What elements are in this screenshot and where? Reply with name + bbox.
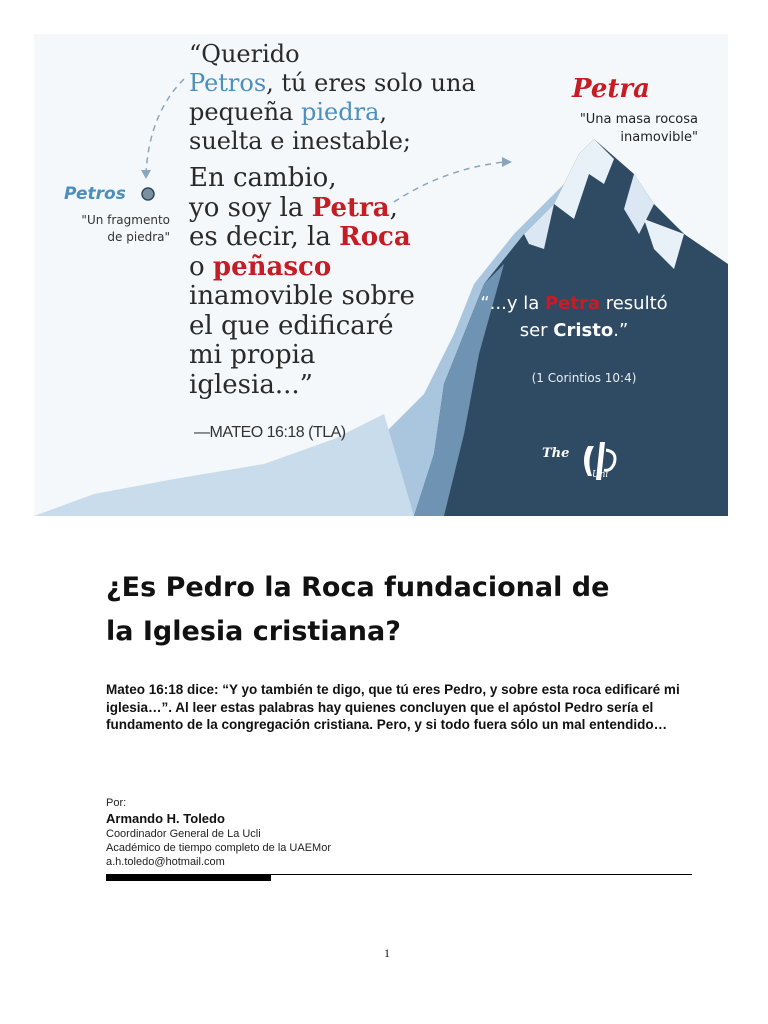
- title-line-2: la Iglesia cristiana?: [106, 616, 401, 647]
- affiliation-line-2: Académico de tiempo completo de la UAEMor: [106, 842, 331, 854]
- petros-description: [50, 212, 170, 246]
- quote-line-3-a: pequeña: [189, 98, 301, 126]
- petros-desc-line-2: de piedra": [107, 230, 170, 244]
- petra-desc-line-2: inamovible": [620, 130, 698, 145]
- quote2-line-7: mi propia: [189, 340, 316, 370]
- word-penasco: peñasco: [212, 251, 332, 282]
- affiliation-line-1: Coordinador General de La Ucli: [106, 828, 261, 840]
- byline-label: Por:: [106, 797, 127, 809]
- mountain-quote-d: .”: [613, 320, 629, 341]
- quote-line-2: [189, 69, 476, 98]
- mountain-quote: [454, 290, 694, 344]
- quote2-line-4: [189, 253, 415, 283]
- petra-description: [554, 111, 698, 147]
- quote-first-part: [189, 40, 476, 156]
- quote2-line-5: inamovible sobre: [189, 281, 415, 311]
- mountain-quote-b: resultó: [599, 293, 668, 314]
- petra-desc-line-1: "Una masa rocosa: [579, 112, 698, 127]
- quote2-line-4-a: o: [189, 251, 213, 282]
- page-number: 1: [384, 946, 390, 960]
- word-roca: Roca: [339, 222, 411, 252]
- quote-line-3-b: ,: [379, 98, 388, 126]
- the-ucli-logo: [542, 436, 632, 486]
- word-petra: Petra: [311, 192, 390, 223]
- mountain-quote-a: “...y la: [480, 293, 545, 314]
- quote-line-4: suelta e inestable;: [189, 127, 411, 155]
- author-affiliation: [106, 827, 331, 869]
- quote2-line-3: [189, 223, 415, 253]
- petra-label: Petra: [572, 74, 650, 104]
- author-name: Armando H. Toledo: [106, 811, 225, 826]
- quote2-line-3-a: es decir, la: [189, 222, 340, 252]
- title-line-1: ¿Es Pedro la Roca fundacional de: [106, 572, 610, 603]
- mountain-quote-line-1: [454, 290, 694, 317]
- logo-the-text: The: [542, 446, 570, 461]
- quote2-line-6: el que edificaré: [189, 310, 394, 341]
- bible-reference: —MATEO 16:18 (TLA): [194, 424, 346, 441]
- logo-uni-text: Uni: [592, 470, 609, 480]
- quote2-line-1: En cambio,: [189, 163, 337, 193]
- mountain-word-cristo: Cristo: [553, 320, 614, 341]
- divider-accent-bar: [106, 874, 271, 881]
- mountain-reference: (1 Corintios 10:4): [531, 371, 637, 385]
- author-email: a.h.toledo@hotmail.com: [106, 856, 225, 868]
- quote2-line-2-b: ,: [389, 192, 398, 223]
- quote-second-part: [189, 164, 415, 400]
- petros-desc-line-1: "Un fragmento: [81, 213, 170, 227]
- document-title: [106, 566, 706, 654]
- quote2-line-2: [189, 194, 415, 224]
- quote-line-2-rest: , tú eres solo una: [266, 69, 476, 97]
- quote2-line-8: iglesia...”: [189, 369, 313, 400]
- quote-line-1: “Querido: [189, 40, 300, 68]
- mountain-word-petra: Petra: [544, 293, 600, 314]
- abstract-paragraph: Mateo 16:18 dice: “Y yo también te digo, que tú eres Pedro, y sobre esta roca edificaré mi iglesia…”. Al leer estas palabras hay quienes concluyen que el apóstol Pedro sería el fundamento de la congregación cristiana. Pero, y si todo fuera sólo un mal entendido…: [106, 682, 680, 732]
- mountain-quote-line-2: [454, 317, 694, 344]
- header-banner: [34, 34, 728, 516]
- quote2-line-2-a: yo soy la: [189, 192, 312, 223]
- mountain-quote-c: ser: [519, 320, 554, 341]
- petros-label: Petros: [64, 184, 126, 204]
- word-petros: Petros: [189, 69, 267, 97]
- word-piedra: piedra: [300, 98, 380, 126]
- quote-line-3: [189, 98, 476, 127]
